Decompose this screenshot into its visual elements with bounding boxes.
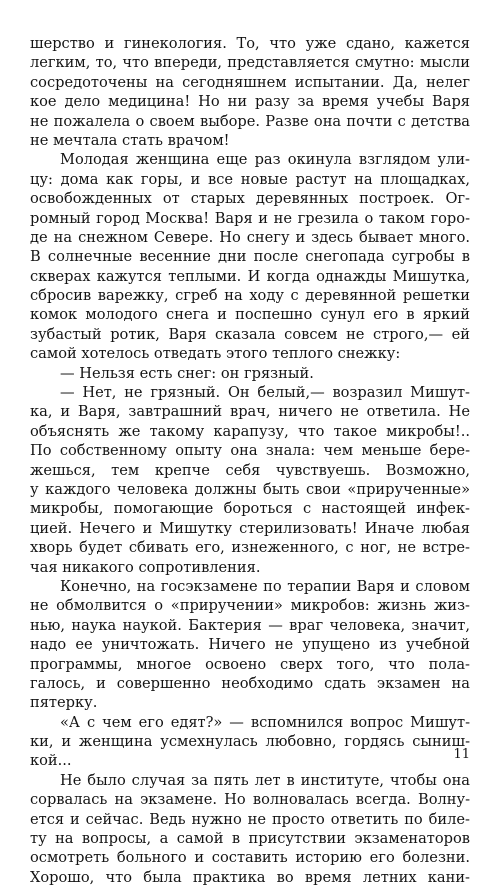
- text-line: Хорошо, что была практика во время летних кани-: [30, 868, 470, 886]
- text-line: не пожалела о своем выборе. Разве она почти с детства: [30, 112, 470, 130]
- text-line: По собственному опыту она знала: чем меньше бере-: [30, 442, 470, 460]
- text-line: пятерку.: [30, 694, 98, 712]
- text-line: не мечтала стать врачом!: [30, 131, 230, 149]
- text-line: скверах кажутся теплыми. И когда однажды Мишутка,: [30, 267, 470, 285]
- text-line: сорвалась на экзамене. Но волновалась всегда. Волну-: [30, 791, 470, 809]
- page-number: 11: [453, 747, 470, 762]
- text-line: объяснять же такому карапузу, что такое микробы!..: [30, 422, 470, 440]
- text-line: шерство и гинекология. То, что уже сдано, кажется: [30, 35, 470, 52]
- text-line: микробы, помогающие бороться с настоящей инфек-: [30, 500, 470, 518]
- text-line: нью, наука наукой. Бактерия — враг человека, значит,: [30, 616, 470, 634]
- text-line: хворь будет сбивать его, изнеженного, с ног, не встре-: [30, 539, 470, 557]
- text-line: — Нельзя есть снег: он грязный.: [60, 364, 314, 382]
- text-line: сбросив варежку, сгреб на ходу с деревянной решетки: [30, 287, 470, 305]
- text-line: ки, и женщина усмехнулась любовно, гордясь сыниш-: [30, 733, 470, 751]
- text-line: ромный город Москва! Варя и не грезила о таком горо-: [30, 209, 470, 227]
- text-line: сосредоточены на сегодняшнем испытании. Да, нелег: [30, 73, 470, 91]
- text-line: программы, многое освоено сверх того, что пола-: [30, 655, 470, 673]
- text-line: не обмолвится о «приручении» микробов: жизнь жиз-: [30, 597, 470, 615]
- text-line: ется и сейчас. Ведь нужно не просто ответить по биле-: [30, 810, 470, 828]
- text-line: Не было случая за пять лет в институте, чтобы она: [60, 771, 470, 789]
- text-line: самой хотелось отведать этого теплого снежку:: [30, 345, 401, 363]
- text-line: — Нет, не грязный. Он белый,— возразил Мишут-: [60, 384, 470, 402]
- text-line: ту на вопросы, а самой в присутствии экзаменаторов: [30, 830, 470, 848]
- text-line: легким, то, что впереди, представляется смутно: мысли: [30, 54, 470, 72]
- text-line: де на снежном Севере. Но снегу и здесь бывает много.: [30, 228, 470, 246]
- text-line: комок молодого снега и поспешно сунул его в яркий: [30, 306, 470, 324]
- text-line: чая никакого сопротивления.: [30, 558, 261, 576]
- text-line: освобожденных от старых деревянных построек. Ог-: [30, 190, 470, 208]
- page-text: [30, 34, 470, 887]
- text-line: у каждого человека должны быть свои «прирученные»: [30, 480, 470, 498]
- text-line: кой...: [30, 752, 72, 770]
- text-line: надо ее уничтожать. Ничего не упущено из учебной: [30, 636, 470, 654]
- text-line: В солнечные весенние дни после снегопада сугробы в: [30, 248, 470, 266]
- text-line: ка, и Варя, завтрашний врач, ничего не ответила. Не: [30, 403, 470, 421]
- text-line: цу: дома как горы, и все новые растут на площадках,: [30, 170, 470, 188]
- text-line: кое дело медицина! Но ни разу за время учебы Варя: [30, 93, 470, 111]
- text-line: цией. Нечего и Мишутку стерилизовать! Иначе любая: [30, 519, 470, 537]
- text-line: осмотреть больного и составить историю его болезни.: [30, 849, 470, 867]
- text-line: галось, и совершенно необходимо сдать экзамен на: [30, 674, 470, 692]
- text-line: «А с чем его едят?» — вспомнился вопрос Мишут-: [60, 713, 470, 731]
- text-line: зубастый ротик, Варя сказала совсем не строго,— ей: [30, 325, 470, 343]
- text-line: Молодая женщина еще раз окинула взглядом ули-: [60, 151, 470, 169]
- text-line: Конечно, на госэкзамене по терапии Варя и словом: [60, 577, 470, 595]
- text-line: жешься, тем крепче себя чувствуешь. Возможно,: [30, 461, 470, 479]
